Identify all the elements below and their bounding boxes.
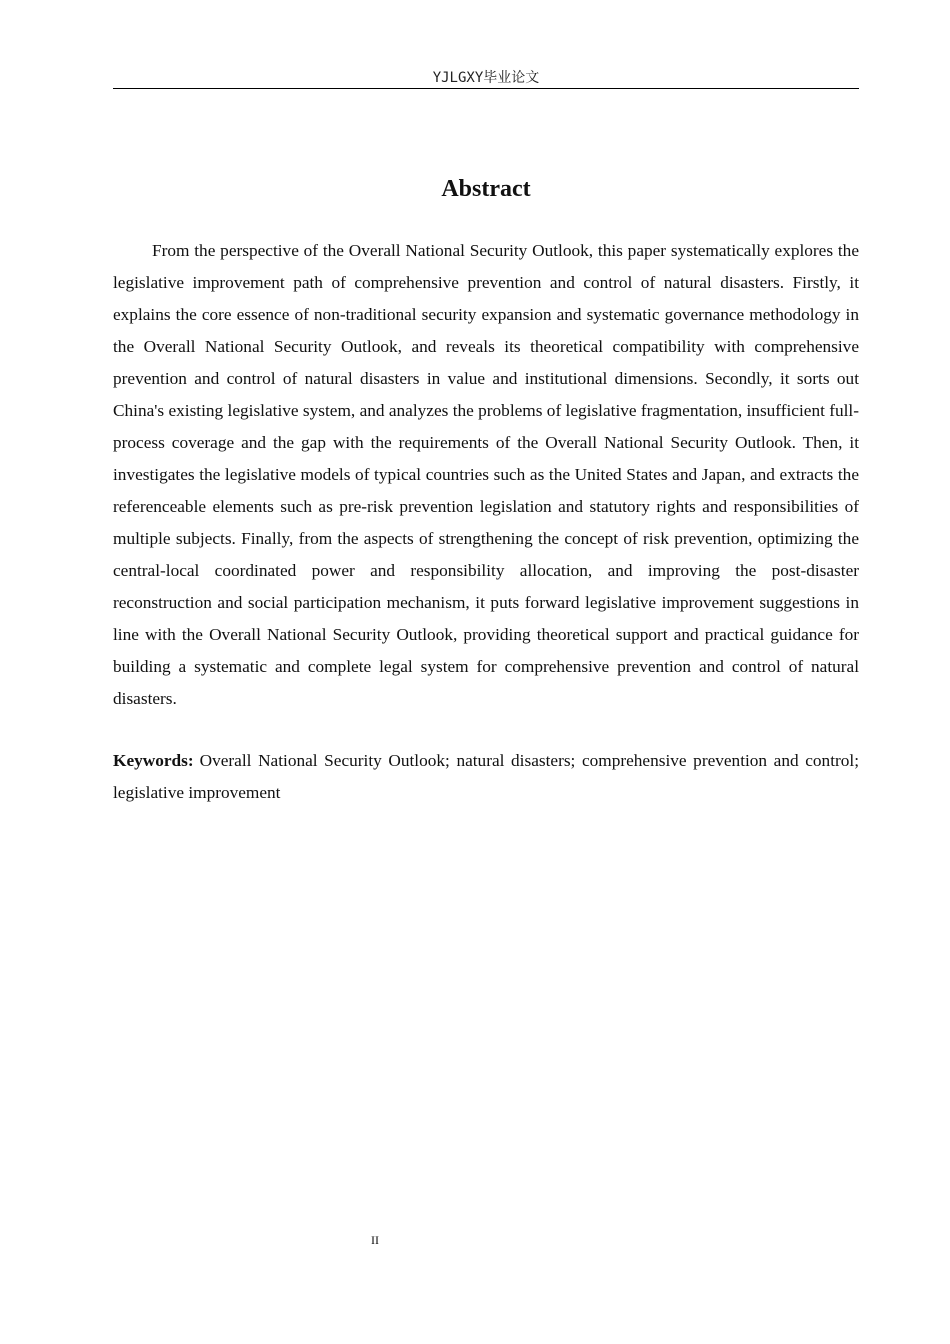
keywords-label: Keywords: (113, 751, 194, 770)
abstract-body: From the perspective of the Overall National Security Outlook, this paper systematically explores the legislative improvement path of comprehensive prevention and control of natural disasters. Firstly, it explains the core essence of non-traditional security expansion and systematic governance methodology in the Overall National Security Outlook, and reveals its theoretical compatibility with comprehensive prevention and control of natural disasters in value and institutional dimensions. Secondly, it sorts out China's existing legislative system, and analyzes the problems of legislative fragmentation, insufficient full-process coverage and the gap with the requirements of the Overall National Security Outlook. Then, it investigates the legislative models of typical countries such as the United States and Japan, and extracts the referenceable elements such as pre-risk prevention legislation and statutory rights and responsibilities of multiple subjects. Finally, from the aspects of strengthening the concept of risk prevention, optimizing the central-local coordinated power and responsibility allocation, and improving the post-disaster reconstruction and social participation mechanism, it puts forward legislative improvement suggestions in line with the Overall National Security Outlook, providing theoretical support and practical guidance for building a systematic and complete legal system for comprehensive prevention and control of natural disasters. (113, 241, 859, 708)
abstract-title: Abstract (441, 176, 531, 202)
page-number: II (371, 1233, 379, 1247)
running-header: YJLGXY毕业论文 (113, 68, 859, 89)
keywords-paragraph (113, 745, 859, 809)
keywords-text: Overall National Security Outlook; natural disasters; comprehensive prevention and control; legislative improvement (113, 751, 859, 802)
